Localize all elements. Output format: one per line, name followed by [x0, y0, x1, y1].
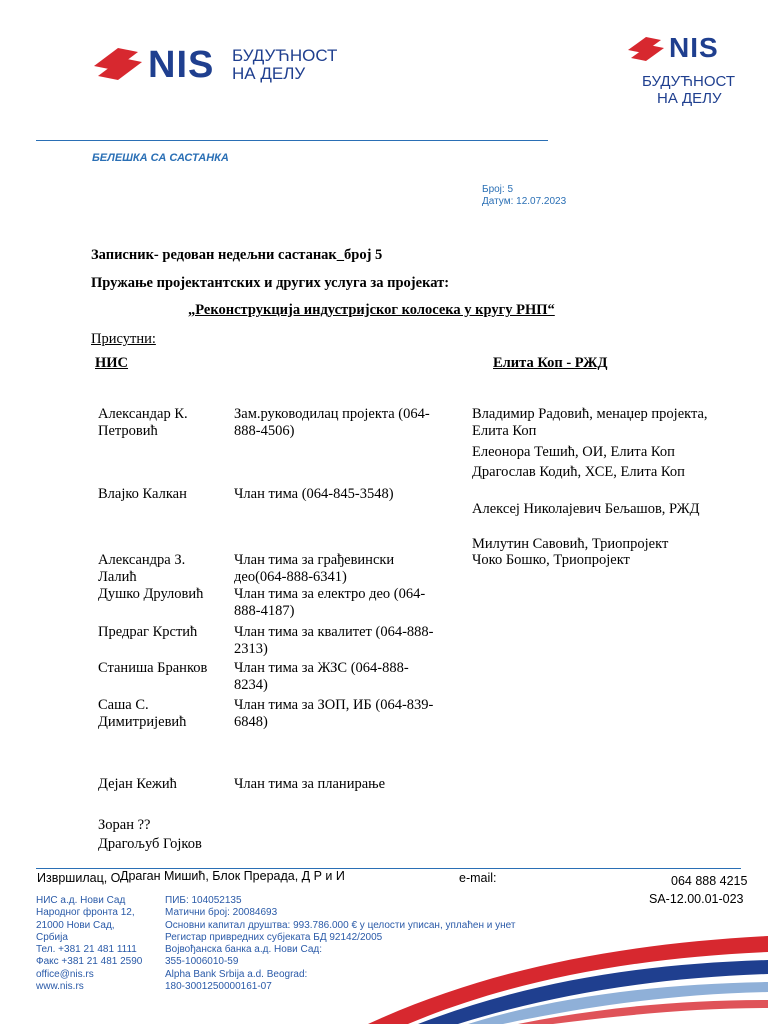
document-code: SA-12.00.01-023: [649, 892, 744, 906]
executor-name: Драган Мишић, Блок Прерада, Д Р и И: [120, 869, 345, 883]
member-name: Александар К. Петровић: [98, 406, 188, 439]
nis-swoosh-icon: [90, 42, 146, 86]
nis-logo-left: [90, 40, 350, 90]
note-title: БЕЛЕШКА СА САСТАНКА: [92, 152, 229, 164]
elita-column-header: Елита Коп - РЖД: [493, 355, 608, 371]
registry-line: 180-3001250000161-07: [165, 981, 272, 993]
executor-label: Извршилац, О: [37, 871, 121, 885]
member-name: Драгољуб Гојков: [98, 836, 202, 852]
logo-tagline-2: НА ДЕЛУ: [657, 90, 722, 107]
logo-tagline-1: БУДУЋНОСТ: [642, 73, 736, 90]
member-role: Члан тима (064-845-3548): [234, 486, 394, 502]
company-line: Народног фронта 12,: [36, 907, 135, 919]
registry-line: 355-1006010-59: [165, 956, 239, 968]
registry-line: Alpha Bank Srbija a.d. Beograd:: [165, 968, 308, 980]
header-divider: [36, 140, 548, 141]
registry-line: Регистар привредних субјеката БД 92142/2005: [165, 931, 383, 943]
member-name: Александра З. Лалић: [98, 552, 186, 585]
company-info: [36, 895, 161, 993]
project-name: „Реконструкција индустријског колосека у кругу РНП“: [188, 302, 555, 318]
member-role: Члан тима за ЗОП, ИБ (064-839-6848): [234, 697, 434, 730]
company-line: Тел. +381 21 481 1111: [36, 944, 137, 956]
member-name: Дејан Кежић: [98, 776, 177, 792]
member-name: Влајко Калкан: [98, 486, 187, 502]
elita-member: Елеонора Тешић, ОИ, Елита Коп: [472, 444, 675, 460]
member-role: Члан тима за електро део (064-888-4187): [234, 586, 426, 619]
company-email: office@nis.rs: [36, 968, 94, 980]
registry-line: ПИБ: 104052135: [165, 895, 242, 906]
company-website: www.nis.rs: [36, 981, 84, 993]
member-name: Предраг Крстић: [98, 624, 198, 640]
member-name: Саша С. Димитријевић: [98, 697, 187, 730]
minutes-title: Записник- редован недељни састанак_број 5: [91, 247, 383, 263]
logo-brand: NIS: [669, 32, 719, 63]
company-line: НИС а.д. Нови Сад: [36, 895, 126, 906]
nis-column-header: НИС: [95, 355, 129, 371]
nis-logo-right: [625, 30, 755, 110]
member-role: Члан тима за квалитет (064-888-2313): [234, 624, 434, 657]
elita-member: Алексеј Николајевич Бељашов, РЖД: [472, 501, 700, 517]
member-role: Члан тима за ЖЗС (064-888-8234): [234, 660, 409, 693]
logo-tagline-1: БУДУЋНОСТ: [232, 46, 338, 65]
member-name: Зоран ??: [98, 817, 151, 833]
company-line: Србија: [36, 931, 68, 943]
member-role: Члан тима за планирање: [234, 776, 386, 792]
member-name: Душко Друловић: [98, 586, 204, 602]
registry-line: Матични број: 20084693: [165, 907, 278, 919]
logo-brand: NIS: [148, 44, 215, 86]
phone-number: 064 888 4215: [671, 874, 748, 888]
elita-member: Драгослав Кодић, ХСЕ, Елита Коп: [472, 464, 685, 480]
services-line: Пружање пројектантских и других услуга за пројекат:: [91, 275, 450, 291]
company-line: 21000 Нови Сад,: [36, 919, 115, 931]
doc-number: Број: 5: [482, 184, 514, 195]
elita-member: Чоко Бошко, Триопројект: [472, 552, 630, 568]
member-role: Зам.руководилац пројекта (064-888-4506): [234, 406, 430, 439]
footer-swoosh-graphic: [328, 914, 768, 1024]
logo-tagline-2: НА ДЕЛУ: [232, 64, 306, 83]
registry-line: Војвођанска банка а.д. Нови Сад:: [165, 944, 323, 956]
doc-date: Датум: 12.07.2023: [482, 196, 567, 207]
registry-line: Основни капитал друштва: 993.786.000 € у целости уписан, уплаћен и унет: [165, 919, 516, 931]
member-role: Члан тима за грађевински део(064-888-6341): [234, 552, 395, 585]
member-name: Станиша Бранков: [98, 660, 208, 676]
company-line: Факс +381 21 481 2590: [36, 956, 143, 968]
elita-member: Милутин Савовић, Триопројект: [472, 536, 669, 552]
present-label: Присутни:: [91, 331, 156, 347]
nis-swoosh-icon: [625, 32, 667, 66]
elita-member: Владимир Радовић, менаџер пројекта, Елита Коп: [472, 406, 708, 439]
email-label: e-mail:: [459, 871, 497, 885]
